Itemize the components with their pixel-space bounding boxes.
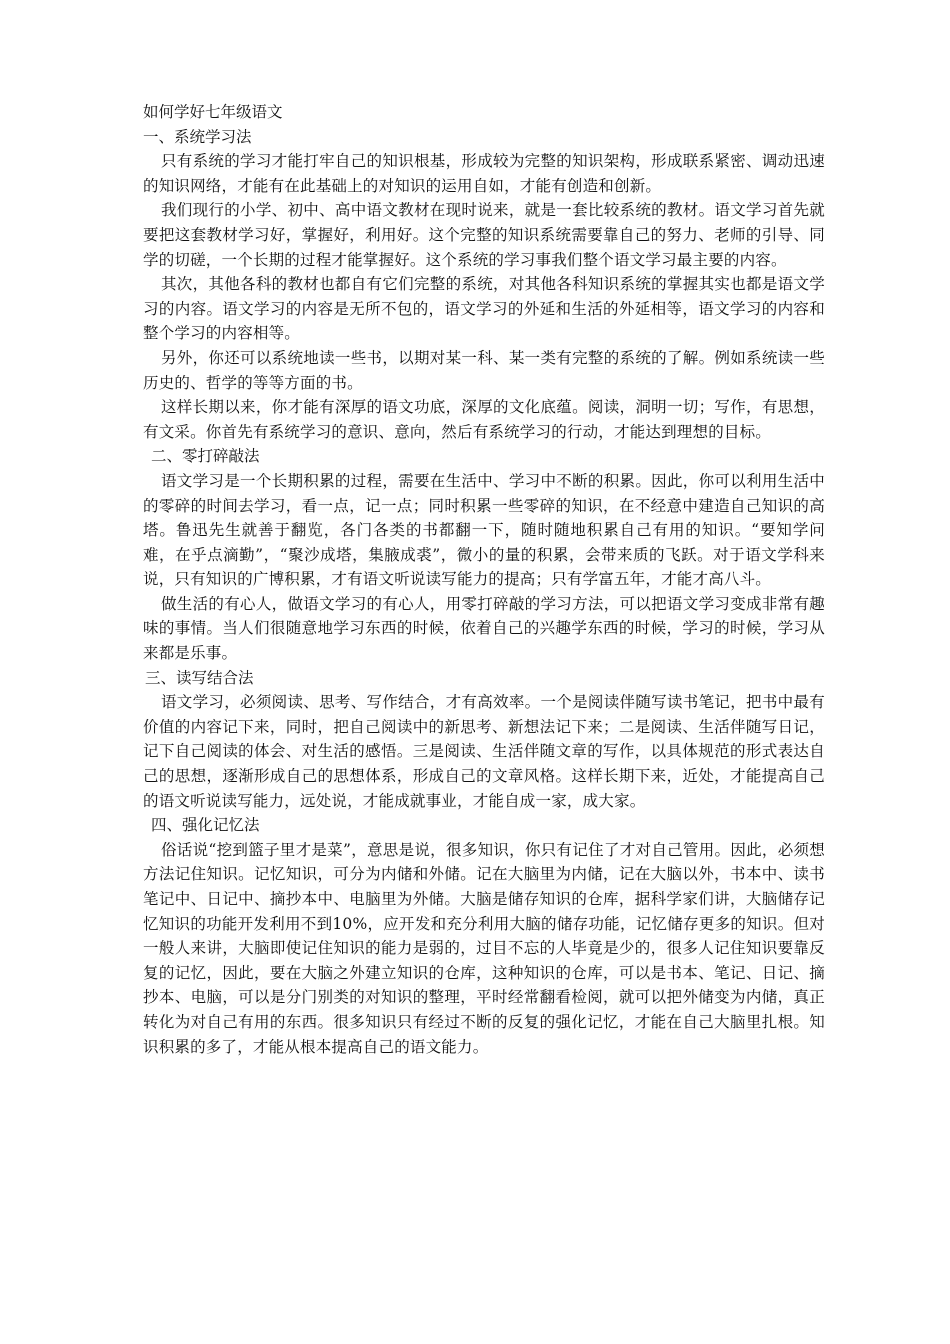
document-title: 如何学好七年级语文 [143, 103, 283, 121]
section-piecemeal-learning [143, 444, 825, 665]
section-system-learning [143, 125, 825, 445]
paragraph: 语文学习是一个长期积累的过程，需要在生活中、学习中不断的积累。因此，你可以利用生活中的零碎的时间去学习，看一点，记一点；同时积累一些零碎的知识，在不经意中建造自己知识的高塔。鲁迅先生就善于翻览，各门各类的书都翻一下，随时随地积累自己有用的知识。“要知学问难，在乎点滴勤”，“聚沙成塔，集腋成裘”，微小的量的积累，会带来质的飞跃。对于语文学科来说，只有知识的广博积累，才有语文听说读写能力的提高；只有学富五年，才能才高八斗。 [143, 471, 825, 589]
paragraph: 做生活的有心人，做语文学习的有心人，用零打碎敲的学习方法，可以把语文学习变成非常有趣味的事情。当人们很随意地学习东西的时候，依着自己的兴趣学东西的时候，学习的时候，学习从来都是乐事。 [143, 594, 825, 663]
paragraph: 俗话说“挖到篮子里才是菜”，意思是说，很多知识，你只有记住了才对自己管用。因此，必须想方法记住知识。记忆知识，可分为内储和外储。记在大脑里为内储，记在大脑以外，书本中、读书笔记中、日记中、摘抄本中、电脑里为外储。大脑是储存知识的仓库，据科学家们讲，大脑储存记忆知识的功能开发利用不到10%，应开发和充分利用大脑的储存功能，记忆储存更多的知识。但对一般人来讲，大脑即使记住知识的能力是弱的，过目不忘的人毕竟是少的，很多人记住知识要靠反复的记忆，因此，要在大脑之外建立知识的仓库，这种知识的仓库，可以是书本、笔记、日记、摘抄本、电脑，可以是分门别类的对知识的整理，平时经常翻看检阅，就可以把外储变为内储，真正转化为对自己有用的东西。很多知识只有经过不断的反复的强化记忆，才能在自己大脑里扎根。知识积累的多了，才能从根本提高自己的语文能力。 [143, 840, 825, 1056]
paragraph: 只有系统的学习才能打牢自己的知识根基，形成较为完整的知识架构，形成联系紧密、调动迅速的知识网络，才能有在此基础上的对知识的运用自如，才能有创造和创新。 [143, 152, 825, 195]
paragraph: 其次，其他各科的教材也都自有它们完整的系统，对其他各科知识系统的掌握其实也都是语文学习的内容。语文学习的内容是无所不包的，语文学习的外延和生活的外延相等，语文学习的内容和整个学习的内容相等。 [143, 275, 825, 343]
section-heading: 二、零打碎敲法 [151, 447, 260, 466]
paragraph: 这样长期以来，你才能有深厚的语文功底，深厚的文化底蕴。阅读，洞明一切；写作，有思想，有文采。你首先有系统学习的意识、意向，然后有系统学习的行动，才能达到理想的目标。 [143, 398, 825, 441]
section-memory [143, 813, 825, 1059]
section-heading: 一、系统学习法 [143, 127, 252, 146]
section-heading: 三、读写结合法 [145, 668, 254, 687]
document-page [143, 100, 825, 1059]
paragraph: 语文学习，必须阅读、思考、写作结合，才有高效率。一个是阅读伴随写读书笔记，把书中最有价值的内容记下来，同时，把自己阅读中的新思考、新想法记下来；二是阅读、生活伴随写日记，记下自己阅读的体会、对生活的感悟。三是阅读、生活伴随文章的写作，以具体规范的形式表达自己的思想，逐渐形成自己的思想体系，形成自己的文章风格。这样长期下来，近处，才能提高自己的语文听说读写能力，远处说，才能成就事业，才能自成一家，成大家。 [143, 693, 825, 810]
section-heading: 四、强化记忆法 [151, 816, 260, 835]
paragraph: 我们现行的小学、初中、高中语文教材在现时说来，就是一套比较系统的教材。语文学习首先就要把这套教材学习好，掌握好，利用好。这个完整的知识系统需要靠自己的努力、老师的引导、同学的切磋，一个长期的过程才能掌握好。这个系统的学习事我们整个语文学习最主要的内容。 [143, 201, 825, 269]
paragraph: 另外，你还可以系统地读一些书，以期对某一科、某一类有完整的系统的了解。例如系统读一些历史的、哲学的等等方面的书。 [143, 348, 825, 392]
section-read-write [143, 666, 825, 814]
